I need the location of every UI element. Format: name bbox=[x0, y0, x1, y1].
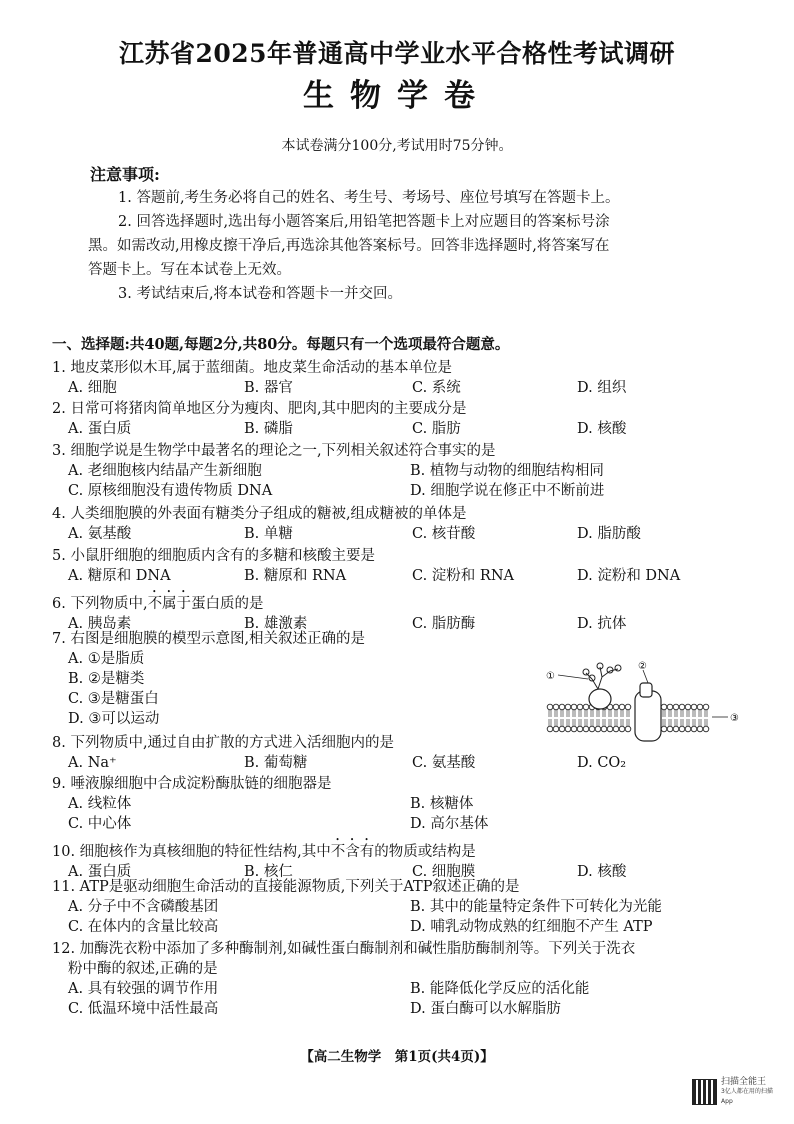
question-10 bbox=[52, 836, 742, 882]
phospholipid-head bbox=[577, 726, 583, 732]
option-b: B. 核仁 bbox=[244, 864, 293, 880]
option-c: C. 系统 bbox=[412, 380, 461, 396]
phospholipid-tail bbox=[621, 710, 623, 726]
phospholipid-tail bbox=[675, 710, 677, 726]
phospholipid-head bbox=[565, 726, 571, 732]
option-d: D. 蛋白酶可以水解脂肪 bbox=[410, 1001, 561, 1017]
question-12 bbox=[52, 939, 742, 1019]
option-b: B. 单糖 bbox=[244, 526, 293, 542]
option-c: C. 原核细胞没有遗传物质 DNA bbox=[68, 483, 273, 499]
phospholipid-head bbox=[625, 704, 631, 710]
phospholipid-head bbox=[547, 704, 553, 710]
phospholipid-tail bbox=[555, 710, 557, 726]
option-a: A. Na⁺ bbox=[68, 755, 117, 771]
option-a: A. 蛋白质 bbox=[68, 864, 132, 880]
option-a: A. ①是脂质 bbox=[68, 651, 145, 667]
option-d: D. 哺乳动物成熟的红细胞不产生 ATP bbox=[410, 919, 653, 935]
option-c: C. 中心体 bbox=[68, 816, 132, 832]
option-a: A. 老细胞核内结晶产生新细胞 bbox=[68, 463, 262, 479]
phospholipid-head bbox=[685, 704, 691, 710]
phospholipid-head bbox=[553, 704, 559, 710]
option-a: A. 胰岛素 bbox=[68, 616, 132, 632]
question-3 bbox=[52, 441, 742, 501]
phospholipid-head bbox=[703, 704, 709, 710]
phospholipid-tail bbox=[549, 710, 551, 726]
phospholipid-tail bbox=[693, 710, 695, 726]
option-c: C. ③是糖蛋白 bbox=[68, 691, 159, 707]
phospholipid-head bbox=[601, 726, 607, 732]
question-stem: 4. 人类细胞膜的外表面有糖类分子组成的糖被,组成糖被的单体是 bbox=[52, 506, 467, 522]
phospholipid-tail bbox=[681, 710, 683, 726]
stem-text: 的物质或结构是 bbox=[374, 844, 476, 860]
phospholipid-tail bbox=[669, 710, 671, 726]
question-2 bbox=[52, 399, 742, 439]
phospholipid-head bbox=[673, 726, 679, 732]
phospholipid-head bbox=[547, 726, 553, 732]
option-d: D. 核酸 bbox=[577, 421, 627, 437]
notice-item: 黑。如需改动,用橡皮擦干净后,再选涂其他答案标号。回答非选择题时,将答案写在 bbox=[88, 238, 610, 254]
question-stem bbox=[52, 588, 742, 614]
phospholipid-head bbox=[661, 726, 667, 732]
phospholipid-tail bbox=[627, 710, 629, 726]
phospholipid-tail bbox=[615, 710, 617, 726]
option-a: A. 氨基酸 bbox=[68, 526, 132, 542]
phospholipid-tail bbox=[687, 710, 689, 726]
option-b: B. 葡萄糖 bbox=[244, 755, 308, 771]
stem-text: 蛋白质的是 bbox=[191, 596, 264, 612]
phospholipid-head bbox=[697, 726, 703, 732]
option-b: B. 磷脂 bbox=[244, 421, 293, 437]
emphasized-text: 不含有 bbox=[330, 844, 375, 860]
phospholipid-tail bbox=[699, 710, 701, 726]
phospholipid-head bbox=[691, 704, 697, 710]
label-2: ② bbox=[638, 661, 647, 672]
question-stem: 1. 地皮菜形似木耳,属于蓝细菌。地皮菜生命活动的基本单位是 bbox=[52, 360, 453, 376]
leader-line-1 bbox=[558, 675, 588, 679]
phospholipid-tail bbox=[603, 710, 605, 726]
phospholipid-bilayer bbox=[547, 704, 709, 732]
phospholipid-head bbox=[673, 704, 679, 710]
option-d: D. ③可以运动 bbox=[68, 711, 160, 727]
qr-code-icon bbox=[692, 1079, 717, 1105]
phospholipid-head bbox=[565, 704, 571, 710]
option-b: B. 植物与动物的细胞结构相同 bbox=[410, 463, 604, 479]
option-d: D. 组织 bbox=[577, 380, 627, 396]
exam-subtitle: 生物学卷 bbox=[303, 78, 491, 114]
surface-protein bbox=[589, 689, 611, 709]
phospholipid-head bbox=[613, 704, 619, 710]
exam-title: 江苏省2025年普通高中学业水平合格性考试调研 bbox=[118, 39, 676, 68]
phospholipid-head bbox=[661, 704, 667, 710]
option-b: B. 核糖体 bbox=[410, 796, 474, 812]
label-1: ① bbox=[546, 671, 555, 682]
option-c: C. 淀粉和 RNA bbox=[412, 568, 514, 584]
phospholipid-head bbox=[583, 726, 589, 732]
option-c: C. 细胞膜 bbox=[412, 864, 476, 880]
notice-heading: 注意事项: bbox=[90, 165, 160, 184]
option-a: A. 糖原和 DNA bbox=[68, 568, 171, 584]
question-stem: 11. ATP是驱动细胞生命活动的直接能源物质,下列关于ATP叙述正确的是 bbox=[52, 879, 520, 895]
question-8 bbox=[52, 733, 742, 773]
question-stem: 7. 右图是细胞膜的模型示意图,相关叙述正确的是 bbox=[52, 631, 366, 647]
phospholipid-head bbox=[559, 704, 565, 710]
phospholipid-head bbox=[691, 726, 697, 732]
question-stem: 8. 下列物质中,通过自由扩散的方式进入活细胞内的是 bbox=[52, 735, 395, 751]
question-5 bbox=[52, 546, 742, 586]
phospholipid-tail bbox=[573, 710, 575, 726]
phospholipid-tail bbox=[585, 710, 587, 726]
option-c: C. 低温环境中活性最高 bbox=[68, 1001, 219, 1017]
phospholipid-tail bbox=[705, 710, 707, 726]
option-b: B. ②是糖类 bbox=[68, 671, 145, 687]
scanner-watermark bbox=[692, 1077, 782, 1107]
option-a: A. 蛋白质 bbox=[68, 421, 132, 437]
phospholipid-head bbox=[679, 704, 685, 710]
phospholipid-head bbox=[583, 704, 589, 710]
question-stem: 12. 加酶洗衣粉中添加了多种酶制剂,如碱性蛋白酶制剂和碱性脂肪酶制剂等。下列关于洗衣 bbox=[52, 941, 636, 957]
option-b: B. 器官 bbox=[244, 380, 293, 396]
watermark-line: 3亿人都在用的扫描App bbox=[721, 1088, 773, 1105]
notice-list bbox=[88, 186, 708, 306]
option-a: A. 分子中不含磷酸基团 bbox=[68, 899, 219, 915]
option-b: B. 糖原和 RNA bbox=[244, 568, 347, 584]
phospholipid-head bbox=[619, 726, 625, 732]
option-d: D. 脂肪酸 bbox=[577, 526, 641, 542]
phospholipid-head bbox=[571, 704, 577, 710]
phospholipid-head bbox=[703, 726, 709, 732]
phospholipid-tail bbox=[567, 710, 569, 726]
option-a: A. 细胞 bbox=[68, 380, 117, 396]
option-c: C. 氨基酸 bbox=[412, 755, 476, 771]
stem-text: 10. 细胞核作为真核细胞的特征性结构,其中 bbox=[52, 844, 331, 860]
phospholipid-head bbox=[571, 726, 577, 732]
glycocalyx-chain bbox=[583, 663, 621, 689]
question-stem: 3. 细胞学说是生物学中最著名的理论之一,下列相关叙述符合事实的是 bbox=[52, 443, 496, 459]
question-stem-continued: 粉中酶的叙述,正确的是 bbox=[68, 961, 218, 977]
question-11 bbox=[52, 877, 742, 937]
question-stem: 5. 小鼠肝细胞的细胞质内含有的多糖和核酸主要是 bbox=[52, 548, 375, 564]
question-9 bbox=[52, 774, 742, 834]
notice-item: 2. 回答选择题时,选出每小题答案后,用铅笔把答题卡上对应题目的答案标号涂 bbox=[118, 214, 610, 230]
phospholipid-head bbox=[679, 726, 685, 732]
phospholipid-head bbox=[613, 726, 619, 732]
phospholipid-head bbox=[553, 726, 559, 732]
phospholipid-tail bbox=[609, 710, 611, 726]
phospholipid-tail bbox=[597, 710, 599, 726]
phospholipid-head bbox=[607, 726, 613, 732]
phospholipid-head bbox=[619, 704, 625, 710]
phospholipid-head bbox=[667, 726, 673, 732]
phospholipid-head bbox=[685, 726, 691, 732]
phospholipid-head bbox=[667, 704, 673, 710]
question-stem bbox=[52, 836, 742, 862]
option-c: C. 脂肪酶 bbox=[412, 616, 476, 632]
notice-item: 3. 考试结束后,将本试卷和答题卡一并交回。 bbox=[118, 286, 403, 302]
question-4 bbox=[52, 504, 742, 544]
option-d: D. CO₂ bbox=[577, 755, 627, 771]
question-stem: 9. 唾液腺细胞中合成淀粉酶肽链的细胞器是 bbox=[52, 776, 332, 792]
label-3: ③ bbox=[730, 713, 739, 724]
emphasized-text: 不属于 bbox=[147, 596, 192, 612]
watermark-line: 扫描全能王 bbox=[721, 1077, 767, 1087]
option-a: A. 线粒体 bbox=[68, 796, 132, 812]
option-d: D. 淀粉和 DNA bbox=[577, 568, 681, 584]
option-a: A. 具有较强的调节作用 bbox=[68, 981, 219, 997]
phospholipid-head bbox=[625, 726, 631, 732]
page-footer: 【高二生物学 第1页(共4页)】 bbox=[300, 1049, 494, 1065]
phospholipid-head bbox=[595, 726, 601, 732]
option-d: D. 抗体 bbox=[577, 616, 627, 632]
question-1 bbox=[52, 358, 742, 398]
section-heading: 一、选择题:共40题,每题2分,共80分。每题只有一个选项最符合题意。 bbox=[52, 336, 510, 353]
option-c: C. 在体内的含量比较高 bbox=[68, 919, 219, 935]
phospholipid-tail bbox=[663, 710, 665, 726]
watermark-text bbox=[721, 1077, 782, 1107]
option-c: C. 核苷酸 bbox=[412, 526, 476, 542]
protein-cap bbox=[640, 683, 652, 697]
notice-item: 答题卡上。写在本试卷上无效。 bbox=[88, 262, 291, 278]
phospholipid-head bbox=[577, 704, 583, 710]
question-stem: 2. 日常可将猪肉简单地区分为瘦肉、肥肉,其中肥肉的主要成分是 bbox=[52, 401, 467, 417]
phospholipid-tail bbox=[561, 710, 563, 726]
phospholipid-tail bbox=[579, 710, 581, 726]
option-c: C. 脂肪 bbox=[412, 421, 461, 437]
phospholipid-head bbox=[589, 726, 595, 732]
stem-text: 6. 下列物质中, bbox=[52, 596, 148, 612]
option-d: D. 细胞学说在修正中不断前进 bbox=[410, 483, 605, 499]
phospholipid-tail bbox=[591, 710, 593, 726]
option-b: B. 雄激素 bbox=[244, 616, 308, 632]
phospholipid-head bbox=[697, 704, 703, 710]
notice-item: 1. 答题前,考生务必将自己的姓名、考生号、考场号、座位号填写在答题卡上。 bbox=[118, 190, 620, 206]
question-6 bbox=[52, 588, 742, 634]
score-line: 本试卷满分100分,考试用时75分钟。 bbox=[281, 138, 513, 154]
option-b: B. 其中的能量特定条件下可转化为光能 bbox=[410, 899, 662, 915]
option-d: D. 核酸 bbox=[577, 864, 627, 880]
option-d: D. 高尔基体 bbox=[410, 816, 489, 832]
phospholipid-head bbox=[559, 726, 565, 732]
option-b: B. 能降低化学反应的活化能 bbox=[410, 981, 590, 997]
